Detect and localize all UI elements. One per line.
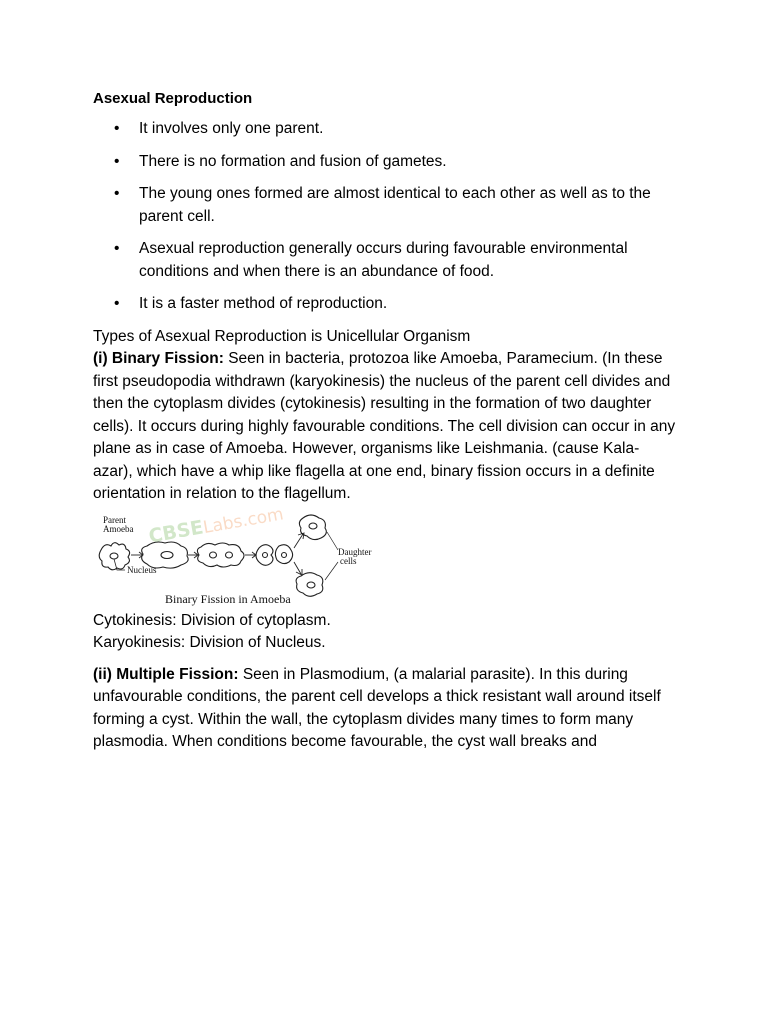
feature-list — [93, 118, 678, 316]
parent-amoeba-shape — [99, 542, 129, 569]
binary-fission-figure — [95, 503, 385, 610]
label-nucleus: Nucleus — [127, 564, 157, 575]
list-item: • It involves only one parent. — [93, 118, 678, 141]
karyokinesis-line: Karyokinesis: Division of Nucleus. — [93, 634, 326, 651]
multiple-fission-label: (ii) Multiple Fission: — [93, 665, 239, 683]
multiple-fission-text: Seen in Plasmodium, (a malarial parasite). In this during unfavourable conditions, the parent cell develops a thick resistant wall around itself forming a cyst. Within the wall, the cytoplasm divides many times to form many plasmodia. When conditions become favourable, the cyst wall breaks and — [93, 665, 661, 750]
watermark-part-b: Labs.com — [201, 503, 286, 538]
figure-caption: Binary Fission in Amoeba — [165, 591, 291, 606]
binary-fission-label: (i) Binary Fission: — [93, 350, 224, 367]
list-item: • The young ones formed are almost identical to each other as well as to the parent cell. — [93, 183, 678, 228]
stage-4-shape — [256, 544, 273, 565]
multiple-fission-paragraph — [93, 664, 678, 754]
binary-fission-paragraph — [93, 348, 678, 506]
label-amoeba: Amoeba — [103, 523, 134, 534]
daughter-cell-bottom — [296, 572, 323, 596]
list-item: • There is no formation and fusion of gametes. — [93, 151, 678, 174]
section-heading: Asexual Reproduction — [93, 90, 253, 107]
list-item: • It is a faster method of reproduction. — [93, 293, 678, 316]
label-cells: cells — [340, 555, 357, 566]
types-line: Types of Asexual Reproduction is Unicellular Organism — [93, 327, 471, 345]
watermark-part-a: CBSE — [147, 515, 206, 548]
label-parent: Parent — [103, 514, 126, 525]
list-item: • Asexual reproduction generally occurs during favourable environmental conditions and when there is an abundance of food. — [93, 238, 678, 283]
stage-3-shape — [197, 543, 244, 567]
label-daughter: Daughter — [338, 546, 372, 557]
binary-fission-text: Seen in bacteria, protozoa like Amoeba, Paramecium. (In these first pseudopodia withdrawn (karyokinesis) the nucleus of the parent cell divides and then the cytoplasm divides (cytokinesis) resulting in the formation of two daughter cells). It occurs during highly favourable conditions. The cell division can occur in any plane as in case of Amoeba. However, organisms like Leishmania. (cause Kala-azar), which have a whip like flagella at one end, binary fission occurs in a definite orientation in relation to the flagellum. — [93, 350, 676, 502]
cytokinesis-line: Cytokinesis: Division of cytoplasm. — [93, 611, 331, 629]
